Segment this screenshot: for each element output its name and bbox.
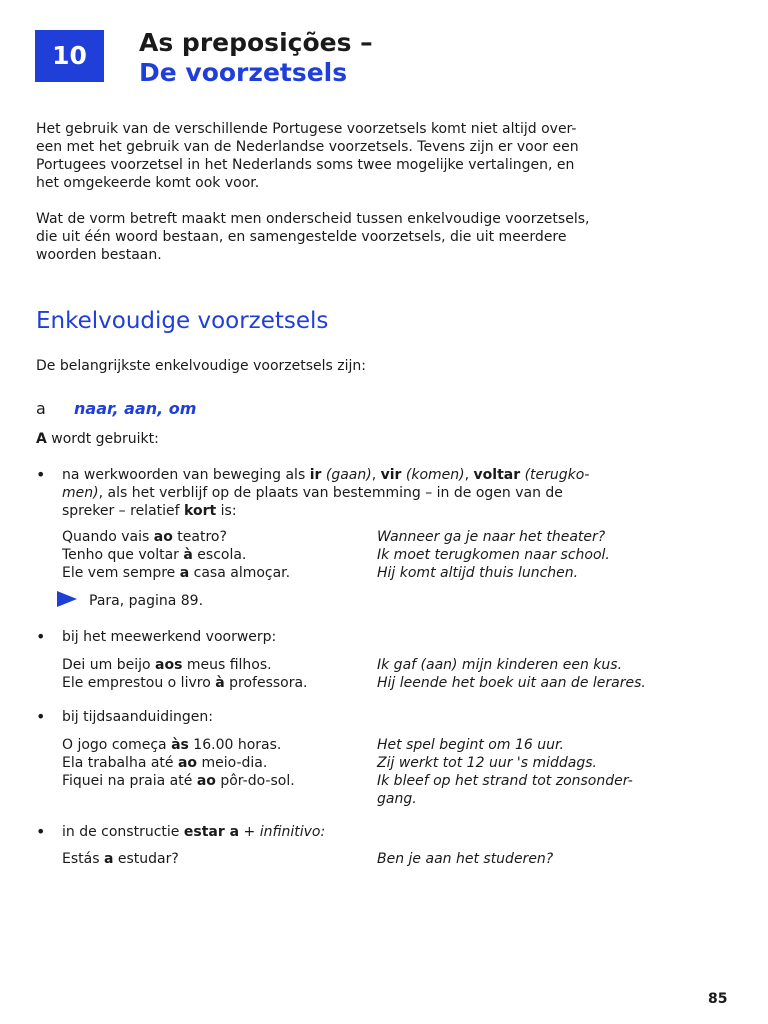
chapter-number-badge bbox=[35, 30, 104, 82]
example-pt: Estás a estudar? bbox=[62, 851, 179, 867]
text-span: , bbox=[464, 467, 474, 483]
chapter-title-dutch: De voorzetsels bbox=[139, 58, 348, 87]
example-nl: Zij werkt tot 12 uur 's middags. bbox=[377, 755, 598, 771]
example-pt: Ela trabalha até ao meio-dia. bbox=[62, 755, 268, 771]
cross-reference-text: Para, pagina 89. bbox=[89, 593, 204, 609]
chapter-number: 10 bbox=[52, 41, 87, 70]
examples-portuguese bbox=[62, 850, 372, 868]
example-pt: Fiquei na praia até ao pôr-do-sol. bbox=[62, 773, 295, 789]
emphasis-kort: kort bbox=[184, 503, 217, 519]
gloss-terugkomen-end: men) bbox=[62, 485, 99, 501]
text-line: die uit één woord bestaan, en samengestelde voorzetsels, die uit meerdere bbox=[36, 229, 567, 245]
example-nl: gang. bbox=[377, 791, 417, 807]
page-number: 85 bbox=[708, 991, 728, 1007]
text-line: Portugees voorzetsel in het Nederlands soms twee mogelijke vertalingen, en bbox=[36, 157, 575, 173]
text-line: De belangrijkste enkelvoudige voorzetsels zijn: bbox=[36, 358, 366, 374]
text-span: , als het verblijf op de plaats van bestemming – in de ogen van de bbox=[98, 485, 563, 501]
bullet-icon: • bbox=[36, 707, 46, 726]
examples-portuguese bbox=[62, 736, 372, 790]
text-line: woorden bestaan. bbox=[36, 247, 162, 263]
example-pt: Quando vais ao teatro? bbox=[62, 529, 227, 545]
examples-dutch bbox=[377, 850, 747, 868]
preposition-heading bbox=[36, 398, 196, 420]
bullet-icon: • bbox=[36, 465, 46, 484]
gloss-terugkomen: (terugko- bbox=[520, 467, 590, 483]
intro-paragraph-1 bbox=[36, 120, 736, 192]
example-pt: Ele vem sempre a casa almoçar. bbox=[62, 565, 291, 581]
preposition-letter: a bbox=[36, 399, 46, 418]
section-heading: Enkelvoudige voorzetsels bbox=[36, 308, 329, 334]
intro-paragraph-2 bbox=[36, 210, 736, 264]
usage-text: wordt gebruikt: bbox=[46, 431, 159, 447]
example-nl: Hij leende het boek uit aan de lerares. bbox=[377, 675, 646, 691]
text-span: , bbox=[371, 467, 381, 483]
bullet-1-text bbox=[62, 466, 742, 520]
example-pt: O jogo começa às 16.00 horas. bbox=[62, 737, 282, 753]
bullet-3-text bbox=[62, 708, 742, 726]
text-line: Het gebruik van de verschillende Portugese voorzetsels komt niet altijd over- bbox=[36, 121, 577, 137]
text-line: bij het meewerkend voorwerp: bbox=[62, 629, 277, 645]
preposition-meaning: naar, aan, om bbox=[74, 399, 197, 418]
verb-voltar: voltar bbox=[473, 467, 521, 483]
gloss-komen: (komen) bbox=[401, 467, 465, 483]
verb-vir: vir bbox=[380, 467, 402, 483]
gloss-gaan: (gaan) bbox=[321, 467, 372, 483]
chapter-title-portuguese: As preposições – bbox=[139, 28, 373, 57]
section-intro bbox=[36, 357, 736, 375]
text-span: in de constructie bbox=[62, 824, 184, 840]
arrow-right-icon bbox=[57, 591, 77, 607]
bullet-2-text bbox=[62, 628, 742, 646]
text-line: een met het gebruik van de Nederlandse voorzetsels. Tevens zijn er voor een bbox=[36, 139, 579, 155]
example-nl: Ik moet terugkomen naar school. bbox=[377, 547, 610, 563]
verb-ir: ir bbox=[309, 467, 322, 483]
bullet-icon: • bbox=[36, 627, 46, 646]
construction-italic: infinitivo: bbox=[259, 824, 326, 840]
example-nl: Ik gaf (aan) mijn kinderen een kus. bbox=[377, 657, 623, 673]
construction-bold: estar a bbox=[183, 824, 240, 840]
examples-dutch bbox=[377, 656, 747, 692]
bullet-4-text bbox=[62, 823, 742, 841]
text-span: + bbox=[239, 824, 260, 840]
examples-portuguese bbox=[62, 528, 372, 582]
example-nl: Ik bleef op het strand tot zonsonder- bbox=[377, 773, 633, 789]
examples-dutch bbox=[377, 528, 747, 582]
bullet-icon: • bbox=[36, 822, 46, 841]
text-span: na werkwoorden van beweging als bbox=[62, 467, 310, 483]
example-nl: Ben je aan het studeren? bbox=[377, 851, 554, 867]
example-pt: Tenho que voltar à escola. bbox=[62, 547, 247, 563]
text-line: Wat de vorm betreft maakt men onderscheid tussen enkelvoudige voorzetsels, bbox=[36, 211, 590, 227]
text-span: spreker – relatief bbox=[62, 503, 185, 519]
usage-bold: A bbox=[36, 431, 47, 447]
text-span: is: bbox=[216, 503, 237, 519]
examples-portuguese bbox=[62, 656, 372, 692]
examples-dutch bbox=[377, 736, 747, 808]
example-nl: Hij komt altijd thuis lunchen. bbox=[377, 565, 579, 581]
example-pt: Dei um beijo aos meus filhos. bbox=[62, 657, 272, 673]
text-line: bij tijdsaanduidingen: bbox=[62, 709, 213, 725]
usage-intro bbox=[36, 430, 736, 448]
example-nl: Wanneer ga je naar het theater? bbox=[377, 529, 606, 545]
cross-reference bbox=[57, 592, 203, 610]
example-nl: Het spel begint om 16 uur. bbox=[377, 737, 564, 753]
text-line: het omgekeerde komt ook voor. bbox=[36, 175, 260, 191]
example-pt: Ele emprestou o livro à professora. bbox=[62, 675, 308, 691]
